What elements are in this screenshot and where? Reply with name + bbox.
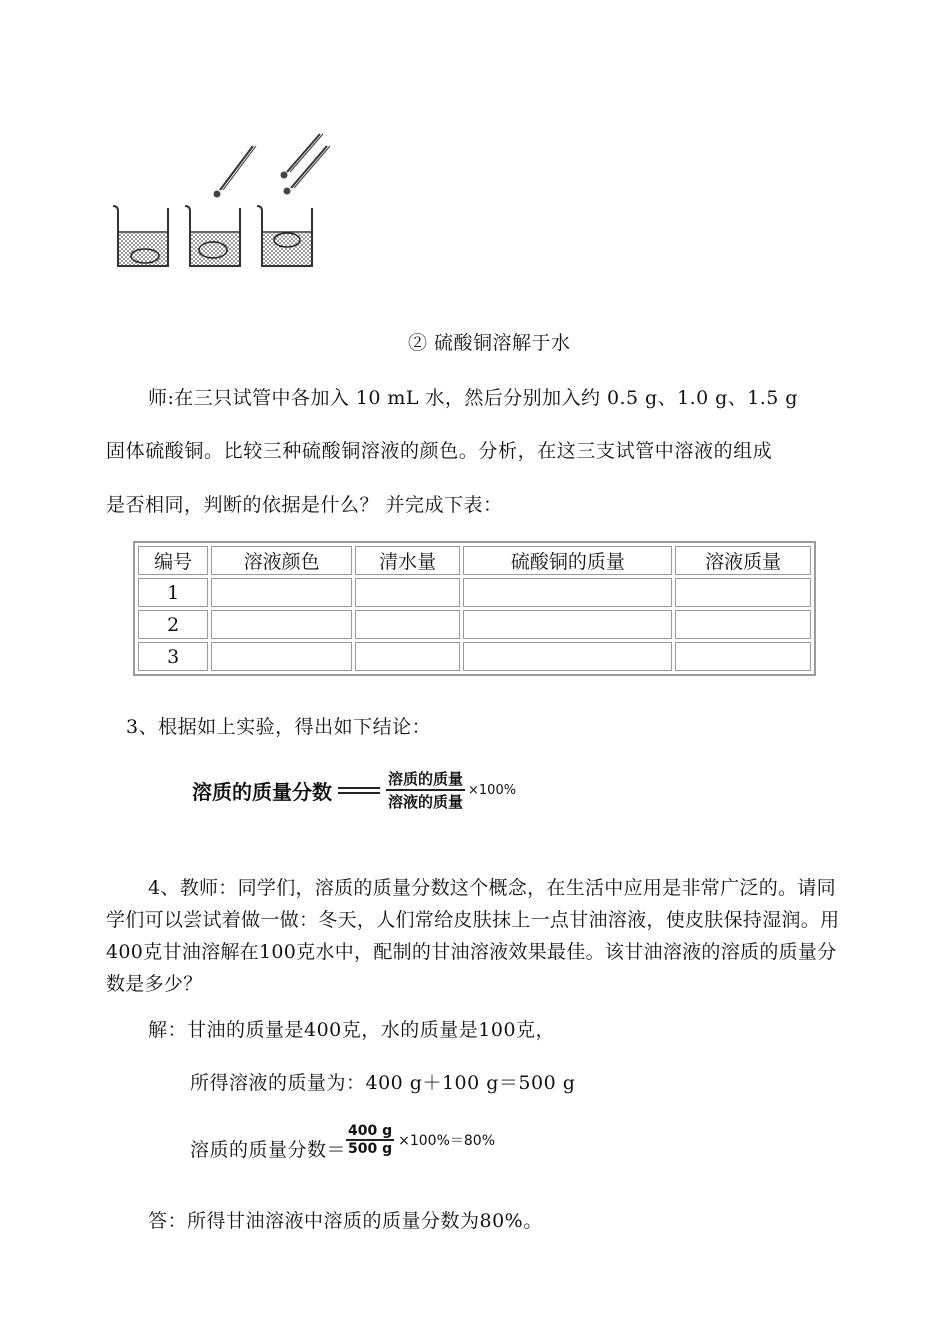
answer-line: 答：所得甘油溶液中溶质的质量分数为80%。: [148, 1210, 543, 1232]
table-row: [138, 578, 811, 607]
table-cell: 1: [138, 578, 208, 607]
solution-line-3-lhs: 溶质的质量分数＝: [190, 1138, 347, 1161]
table-cell[interactable]: [355, 642, 460, 671]
beaker-1: [113, 206, 168, 266]
formula-fraction: [386, 768, 465, 812]
formula-tail: ×100%: [468, 782, 517, 798]
figure-caption: ② 硫酸铜溶解于水: [408, 332, 571, 354]
table-cell[interactable]: [355, 610, 460, 639]
conclusion-heading: 3、根据如上实验，得出如下结论：: [126, 716, 432, 738]
teacher-intro-line-1: 师:在三只试管中各加入 10 mL 水，然后分别加入约 0.5 g、1.0 g、1.5 g: [148, 387, 798, 409]
problem-text: 4、教师：同学们，溶质的质量分数这个概念，在生活中应用是非常广泛的。请同学们可以尝试着做一做：冬天，人们常给皮肤抹上一点甘油溶液，使皮肤保持湿润。用400克甘油溶解在100克水中，配制的甘油溶液效果最佳。该甘油溶液的溶质的质量分数是多少？: [106, 877, 840, 995]
solution-line-3-tail: ×100%＝80%: [398, 1133, 496, 1149]
results-table: [133, 541, 816, 676]
table-header-cell: 溶液质量: [675, 546, 811, 575]
solution-line-1: 解：甘油的质量是400克，水的质量是100克，: [148, 1019, 556, 1041]
table-cell[interactable]: [463, 578, 672, 607]
formula-denominator: 溶液的质量: [388, 793, 464, 811]
table-cell[interactable]: [211, 642, 352, 671]
table-header-cell: 清水量: [355, 546, 460, 575]
table-header-cell: 溶液颜色: [211, 546, 352, 575]
beaker-2: [185, 146, 256, 266]
table-row: [138, 610, 811, 639]
table-cell[interactable]: [675, 642, 811, 671]
table-cell[interactable]: [211, 578, 352, 607]
beakers-illustration: [105, 128, 335, 273]
table-cell[interactable]: [675, 578, 811, 607]
solution-denominator: 500 g: [348, 1141, 393, 1157]
table-header-cell: 编号: [138, 546, 208, 575]
solution-fraction: [346, 1123, 394, 1157]
table-cell[interactable]: [211, 610, 352, 639]
teacher-intro-line-3: 是否相同，判断的依据是什么？ 并完成下表：: [106, 494, 503, 516]
table-cell[interactable]: [463, 642, 672, 671]
table-header-cell: 硫酸铜的质量: [463, 546, 672, 575]
table-header-row: [138, 546, 811, 575]
solution-line-2: 所得溶液的质量为：400 g＋100 g＝500 g: [190, 1072, 576, 1094]
table-row: [138, 642, 811, 671]
table-cell[interactable]: [675, 610, 811, 639]
table-cell[interactable]: [355, 578, 460, 607]
table-cell[interactable]: [463, 610, 672, 639]
solution-line-3: [190, 1116, 495, 1164]
equals-sign: [338, 787, 380, 794]
formula-lhs: 溶质的质量分数: [192, 779, 332, 804]
table-cell: 3: [138, 642, 208, 671]
mass-fraction-formula: [192, 766, 516, 814]
formula-numerator: 溶质的质量: [386, 768, 465, 791]
beaker-3: [257, 134, 330, 266]
solution-numerator: 400 g: [348, 1123, 393, 1139]
teacher-intro-line-2: 固体硫酸铜。比较三种硫酸铜溶液的颜色。分析，在这三支试管中溶液的组成: [106, 440, 773, 462]
table-cell: 2: [138, 610, 208, 639]
